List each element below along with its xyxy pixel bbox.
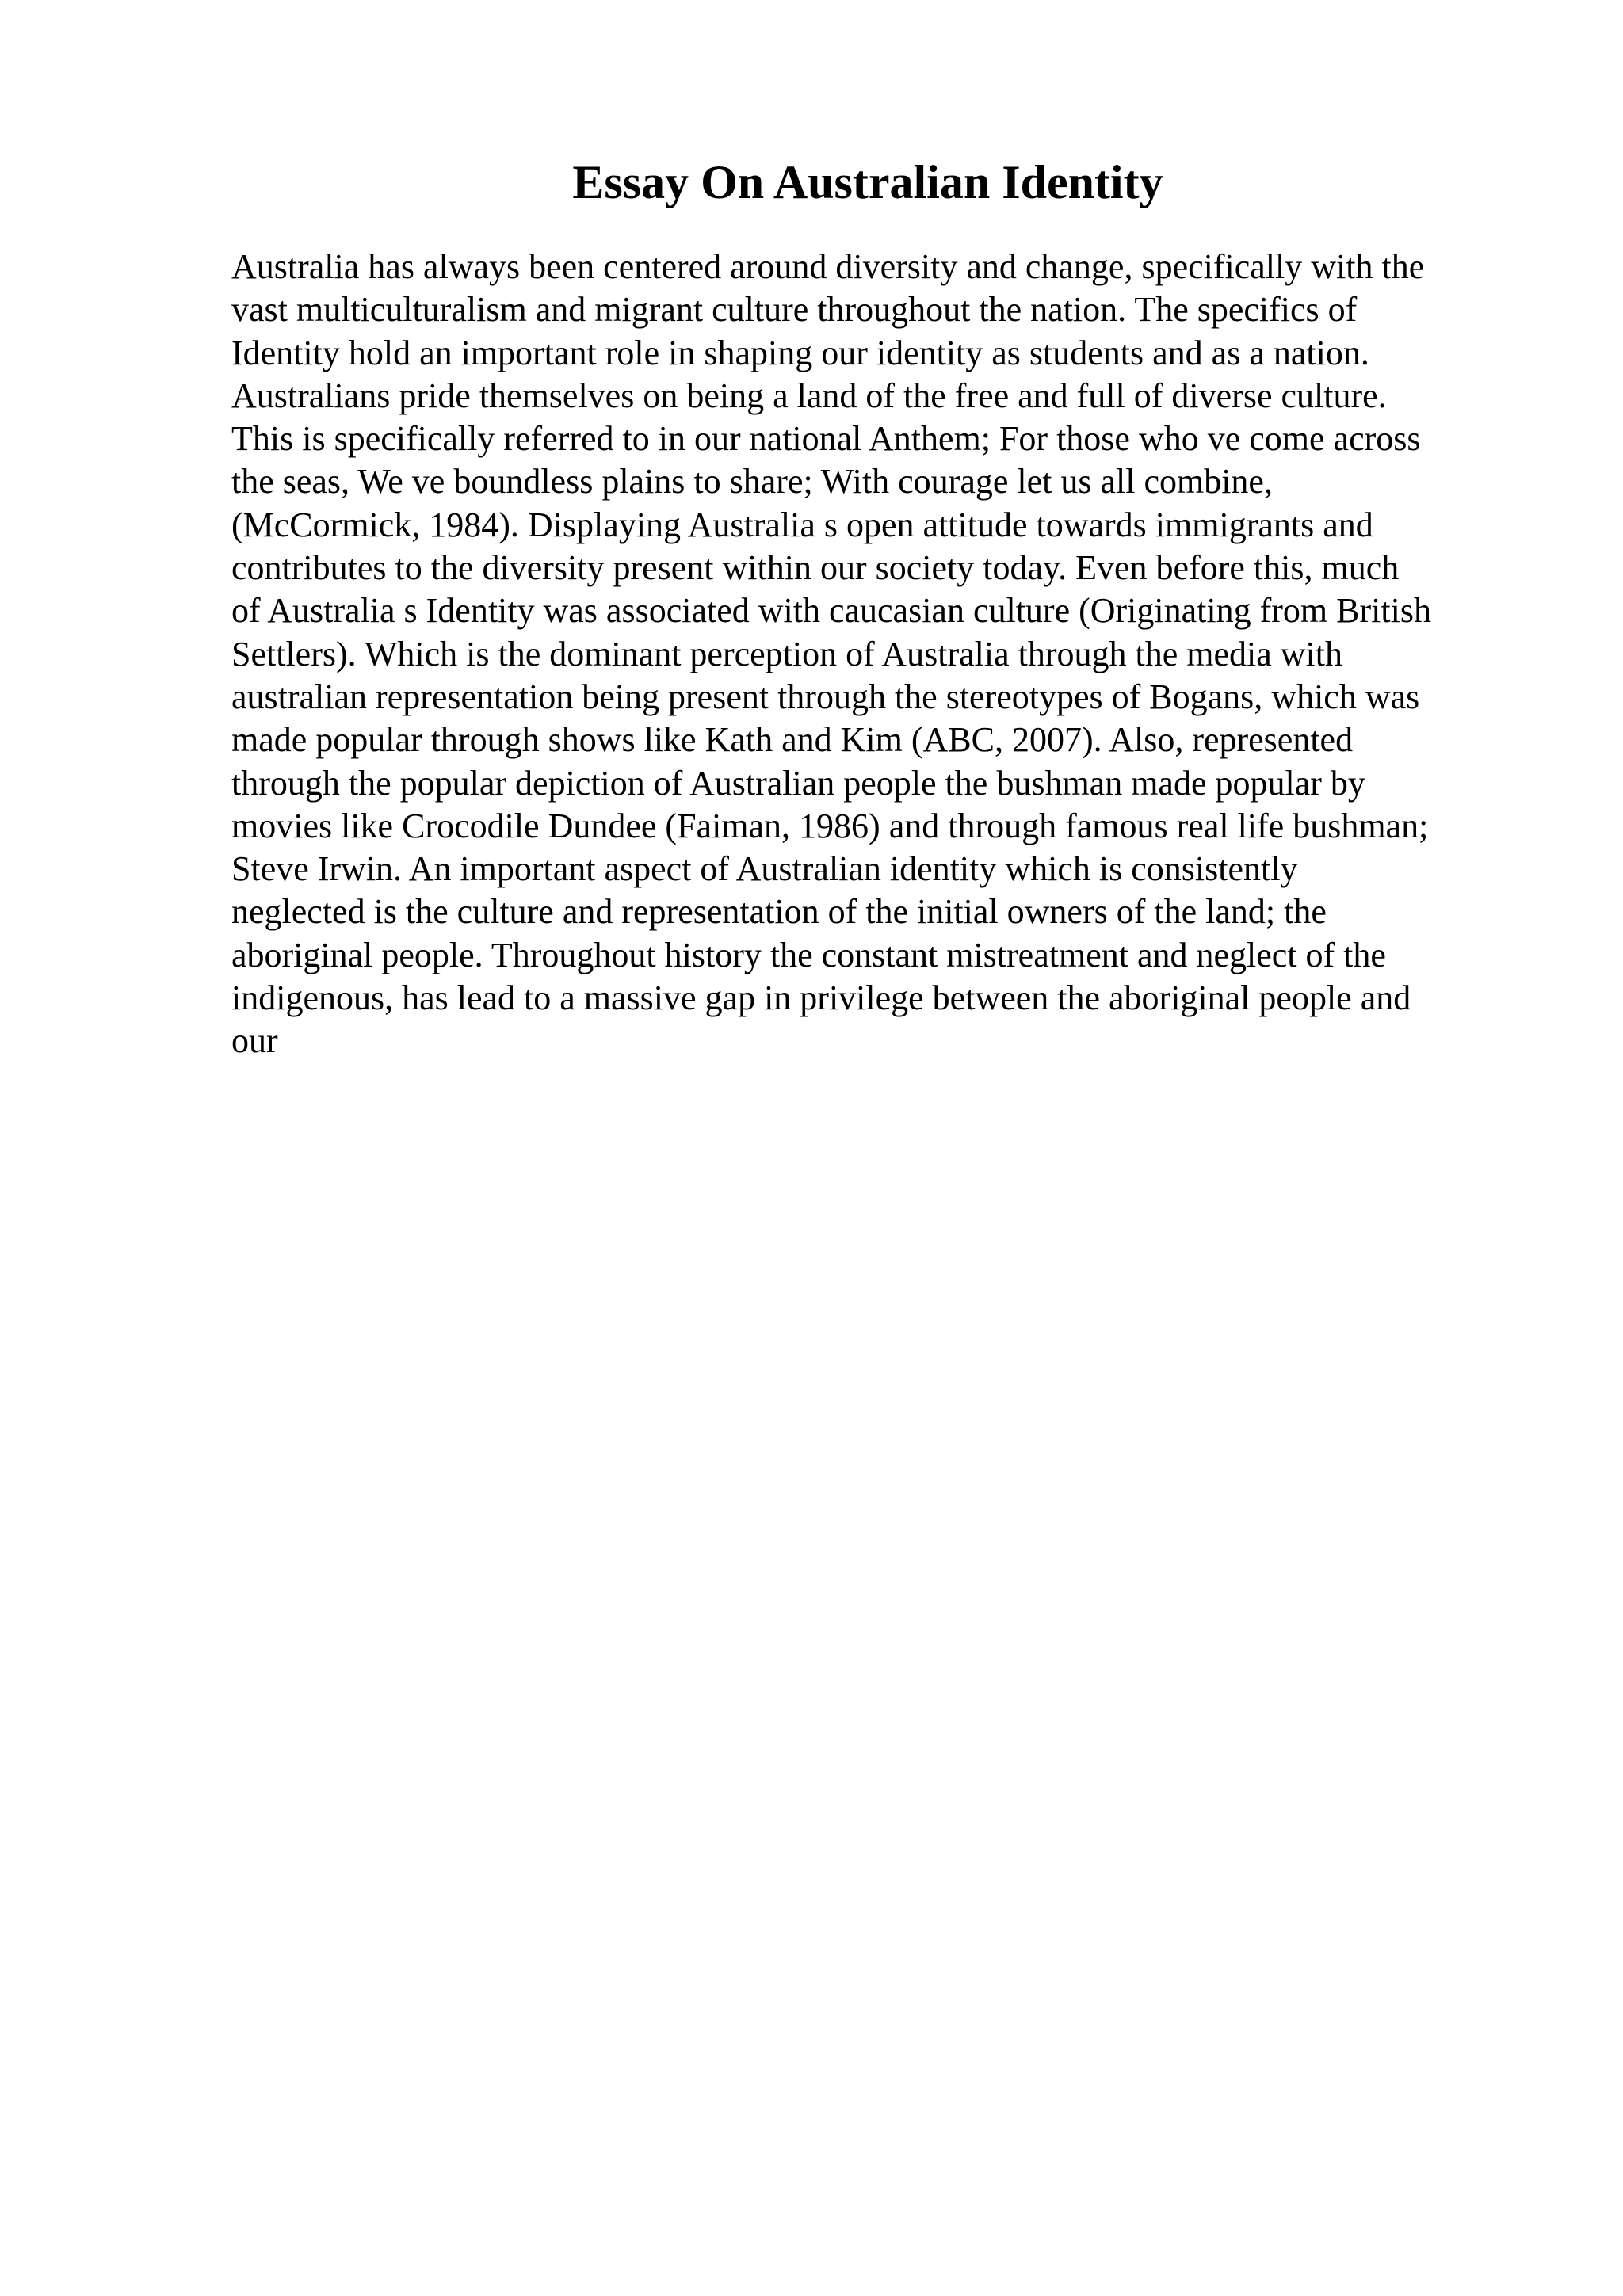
essay-line-7: (McCormick, 1984). Displaying Australia s open attitude towards immigrants and — [231, 505, 1373, 544]
essay-line-18: indigenous, has lead to a massive gap in privilege between the aboriginal people and — [231, 978, 1411, 1018]
essay-line-5: This is specifically referred to in our national Anthem; For those who ve come across — [231, 419, 1421, 459]
essay-line-13: through the popular depiction of Australian people the bushman made popular by — [231, 763, 1365, 803]
essay-line-14: movies like Crocodile Dundee (Faiman, 1986) and through famous real life bushman; — [231, 806, 1429, 845]
essay-line-6: the seas, We ve boundless plains to share; With courage let us all combine, — [231, 462, 1273, 502]
essay-line-3: Identity hold an important role in shaping our identity as students and as a nation. — [231, 333, 1369, 372]
essay-line-17: aboriginal people. Throughout history the constant mistreatment and neglect of the — [231, 935, 1386, 974]
essay-line-10: Settlers). Which is the dominant perception of Australia through the media with — [231, 634, 1342, 673]
essay-line-12: made popular through shows like Kath and Kim (ABC, 2007). Also, represented — [231, 720, 1354, 760]
essay-line-16: neglected is the culture and representation of the initial owners of the land; the — [231, 892, 1327, 932]
essay-line-4: Australians pride themselves on being a land of the free and full of diverse culture. — [231, 376, 1387, 415]
essay-line-1: Australia has always been centered around diversity and change, specifically with the — [231, 247, 1425, 286]
essay-line-19: our — [231, 1021, 278, 1061]
essay-line-15: Steve Irwin. An important aspect of Australian identity which is consistently — [231, 849, 1298, 889]
essay-body — [231, 246, 1563, 1063]
essay-line-11: australian representation being present through the stereotypes of Bogans, which was — [231, 677, 1420, 716]
essay-title: Essay On Australian Identity — [572, 156, 1163, 208]
essay-line-8: contributes to the diversity present within our society today. Even before this, much — [231, 548, 1400, 588]
essay-line-9: of Australia s Identity was associated with caucasian culture (Originating from British — [231, 591, 1431, 631]
essay-line-2: vast multiculturalism and migrant culture throughout the nation. The specifics of — [231, 290, 1358, 330]
